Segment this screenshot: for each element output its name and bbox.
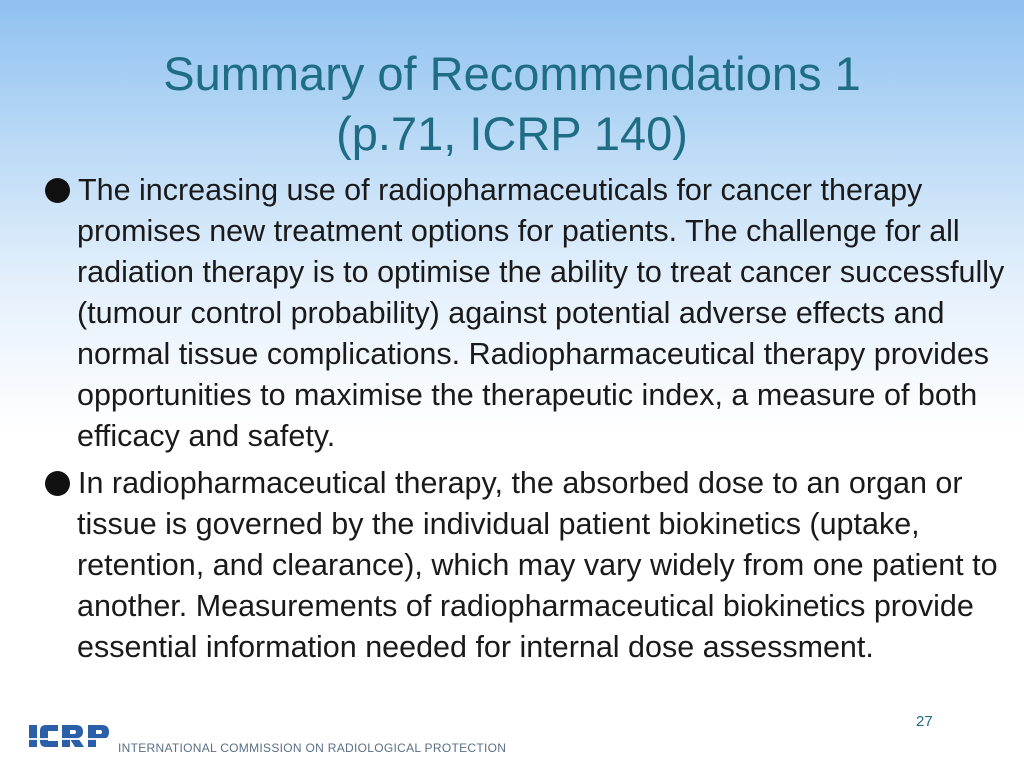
organization-name: INTERNATIONAL COMMISSION ON RADIOLOGICAL PROTECTION [118,741,507,755]
bullet-point-icon [45,178,70,203]
bullet-item-1 [0,170,1024,457]
page-number: 27 [916,713,933,730]
bullet-text-1: The increasing use of radiopharmaceuticals for cancer therapy promises new treatment options for patients. The challenge for all radiation therapy is to optimise the ability to treat cancer successfully (tumour control probability) against potential adverse effects and normal tissue complications. Radiopharmaceutical therapy provides opportunities to maximise the therapeutic index, a measure of both efficacy and safety. [77,173,1005,453]
bullet-text-2: In radiopharmaceutical therapy, the absorbed dose to an organ or tissue is governed by the individual patient biokinetics (uptake, retention, and clearance), which may vary widely from one patient to another. Measurements of radiopharmaceutical biokinetics provide essential information needed for internal dose assessment. [77,466,998,664]
bullet-list [0,170,1024,668]
slide-title [0,44,1024,164]
bullet-point-icon [45,471,70,496]
slide-title-line-1: Summary of Recommendations 1 [163,47,861,100]
slide-title-line-2: (p.71, ICRP 140) [336,107,688,160]
bullet-item-2 [0,463,1024,668]
icrp-logo [28,721,114,749]
